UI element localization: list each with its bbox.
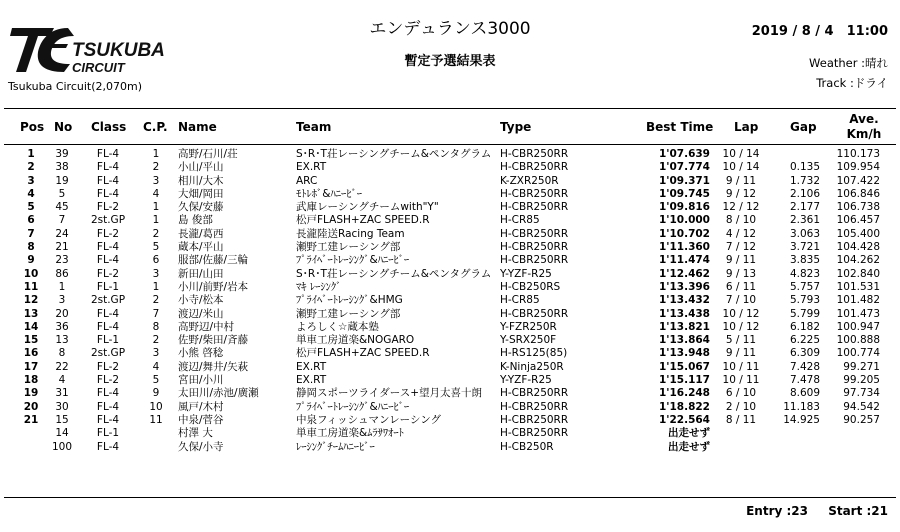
cell-lap: 10 / 12: [722, 320, 760, 333]
table-row: [0, 161, 900, 174]
cell-ave: 110.173: [836, 148, 880, 160]
cell-gap: 14.925: [783, 413, 820, 426]
cell-cp: 8: [152, 320, 160, 333]
cell-name: 高野/石川/荘: [178, 148, 238, 160]
cell-type: Y-SRX250F: [500, 334, 557, 347]
cell-cp: 9: [152, 387, 160, 400]
cell-team: S･R･T荘レーシングチーム&ペンタグラム: [296, 267, 492, 280]
table-row: [0, 441, 900, 454]
cell-team: 静岡スポーツライダース+望月太喜十朗: [296, 387, 483, 400]
cell-class: FL-2: [96, 360, 120, 373]
cell-team: ﾏｷ ﾚｰｼﾝｸﾞ: [296, 280, 342, 293]
cell-best: 1'07.774: [658, 161, 710, 174]
cell-class: FL-2: [96, 374, 120, 387]
cell-team: S･R･T荘レーシングチーム&ペンタグラム: [296, 148, 492, 160]
cell-lap: 10 / 14: [722, 148, 760, 160]
cell-team: 単車工房道楽&NOGARO: [296, 334, 415, 347]
table-row: [0, 188, 900, 201]
cell-type: H-CBR250RR: [500, 400, 569, 413]
cell-pos: 4: [27, 187, 35, 200]
cell-lap: 10 / 11: [722, 360, 760, 373]
cell-no: 7: [58, 214, 66, 227]
track-condition: Track :ドライ: [816, 76, 888, 90]
cell-team: 単車工房道楽&ﾑﾗｻﾜｵｰﾄ: [296, 427, 404, 440]
cell-name: 中泉/菅谷: [178, 413, 224, 426]
cell-ave: 99.271: [843, 360, 880, 373]
cell-no: 86: [55, 267, 69, 280]
cell-best: 1'11.474: [658, 254, 710, 267]
cell-class: FL-4: [96, 174, 120, 187]
cell-lap: 9 / 11: [725, 174, 757, 187]
cell-best: 1'16.248: [658, 387, 710, 400]
cell-team: 瀬野工建レーシング部: [296, 307, 401, 320]
cell-no: 8: [58, 347, 66, 360]
cell-ave: 100.774: [836, 347, 880, 360]
cell-cp: 5: [152, 241, 160, 254]
cell-name: 佐野/柴田/斉藤: [178, 334, 249, 347]
cell-cp: 1: [152, 214, 160, 227]
cell-ave: 104.262: [836, 254, 880, 267]
cell-type: Y-FZR250R: [500, 320, 557, 333]
cell-lap: 10 / 12: [722, 307, 760, 320]
start-count: Start :21: [828, 504, 888, 518]
cell-pos: 1: [27, 148, 35, 160]
cell-type: H-CR85: [500, 214, 540, 227]
cell-ave: 106.738: [836, 201, 880, 214]
cell-gap: 7.428: [789, 360, 820, 373]
cell-ave: 99.205: [843, 374, 880, 387]
cell-cp: 4: [152, 187, 160, 200]
cell-name: 相川/大木: [178, 174, 224, 187]
cell-team: 中泉フィッシュマンレーシング: [296, 413, 442, 426]
cell-team: ﾌﾟﾗｲﾍﾞｰﾄﾚｰｼﾝｸﾞ&ﾊﾆｰﾋﾞｰ: [296, 400, 410, 413]
cell-no: 22: [55, 360, 69, 373]
cell-cp: 2: [152, 227, 160, 240]
cell-name: 風戸/木村: [178, 400, 224, 413]
cell-gap: 11.183: [783, 400, 820, 413]
cell-type: H-CB250RS: [500, 280, 561, 293]
cell-gap: 4.823: [789, 267, 820, 280]
cell-name: 高野辺/中村: [178, 320, 235, 333]
cell-class: FL-2: [96, 201, 120, 214]
cell-no: 31: [55, 387, 69, 400]
results-subtitle: 暫定予選結果表: [404, 54, 496, 69]
cell-gap: 5.793: [789, 294, 820, 307]
table-row: [0, 214, 900, 227]
cell-cp: 4: [152, 360, 160, 373]
cell-lap: 4 / 12: [725, 227, 757, 240]
cell-pos: 5: [27, 201, 35, 214]
cell-lap: 10 / 11: [722, 374, 760, 387]
logo-text-tsukuba: TSUKUBA: [72, 40, 165, 61]
cell-cp: 1: [152, 148, 160, 160]
cell-lap: 7 / 10: [725, 294, 757, 307]
table-row: [0, 228, 900, 241]
cell-class: FL-4: [96, 307, 120, 320]
cell-ave: 90.257: [843, 413, 880, 426]
cell-name: 渡辺/米山: [178, 307, 224, 320]
cell-best: 1'13.821: [658, 320, 710, 333]
cell-gap: 1.732: [789, 174, 820, 187]
cell-ave: 100.888: [836, 334, 880, 347]
table-row: [0, 148, 900, 161]
cell-cp: 1: [152, 280, 160, 293]
col-header-ave-unit: Km/h: [846, 127, 882, 141]
header-rule-top: [4, 108, 896, 109]
cell-gap: 6.225: [789, 334, 820, 347]
cell-gap: 2.177: [789, 201, 820, 214]
cell-team: EX.RT: [296, 161, 327, 174]
cell-class: FL-2: [96, 267, 120, 280]
table-row: [0, 334, 900, 347]
col-header-name: Name: [178, 120, 217, 134]
cell-no: 1: [58, 280, 66, 293]
table-row: [0, 201, 900, 214]
cell-team: EX.RT: [296, 360, 327, 373]
table-row: [0, 387, 900, 400]
cell-best: 1'13.438: [658, 307, 710, 320]
cell-pos: 16: [23, 347, 39, 360]
cell-best: 1'09.816: [658, 201, 710, 214]
cell-best: 1'13.432: [658, 294, 710, 307]
cell-no: 5: [58, 187, 66, 200]
cell-ave: 109.954: [836, 161, 880, 174]
cell-best: 1'09.371: [658, 174, 710, 187]
cell-ave: 105.400: [836, 227, 880, 240]
cell-name: 太田川/赤池/廣瀬: [178, 387, 259, 400]
cell-team: ﾚｰｼﾝｸﾞﾁｰﾑﾊﾆｰﾋﾞｰ: [296, 440, 375, 453]
cell-name: 久保/安藤: [178, 201, 224, 214]
cell-name: 小熊 啓稔: [178, 347, 224, 360]
cell-ave: 106.457: [836, 214, 880, 227]
cell-cp: 3: [152, 267, 160, 280]
cell-gap: 0.135: [789, 161, 820, 174]
cell-team: 松戸FLASH+ZAC SPEED.R: [296, 214, 430, 227]
cell-type: H-CBR250RR: [500, 387, 569, 400]
cell-pos: 3: [27, 174, 35, 187]
cell-lap: 10 / 14: [722, 161, 760, 174]
event-title: エンデュランス3000: [369, 19, 531, 39]
cell-lap: 9 / 12: [725, 187, 757, 200]
col-header-lap: Lap: [734, 120, 759, 134]
table-row: [0, 427, 900, 440]
cell-pos: 21: [23, 413, 39, 426]
cell-name: 小寺/松本: [178, 294, 224, 307]
table-row: [0, 241, 900, 254]
cell-name: 新田/山田: [178, 267, 224, 280]
table-row: [0, 414, 900, 427]
col-header-team: Team: [296, 120, 332, 134]
weather-info: Weather :晴れ: [809, 56, 888, 70]
col-header-ave: [834, 112, 894, 142]
cell-type: H-CBR250RR: [500, 227, 569, 240]
cell-team: ﾌﾟﾗｲﾍﾞｰﾄﾚｰｼﾝｸﾞ&ﾊﾆｰﾋﾞｰ: [296, 254, 410, 267]
cell-type: H-RS125(85): [500, 347, 568, 360]
cell-no: 14: [55, 427, 69, 440]
cell-lap: 9 / 11: [725, 254, 757, 267]
cell-name: 長瀧/葛西: [178, 227, 224, 240]
cell-pos: 11: [23, 280, 39, 293]
cell-gap: 5.799: [789, 307, 820, 320]
cell-lap: 8 / 11: [725, 413, 757, 426]
cell-name: 宮田/小川: [178, 374, 224, 387]
cell-type: H-CBR250RR: [500, 413, 569, 426]
cell-cp: 1: [152, 201, 160, 214]
cell-type: K-Ninja250R: [500, 360, 564, 373]
cell-gap: 6.182: [789, 320, 820, 333]
cell-ave: 100.947: [836, 320, 880, 333]
logo-text-circuit: CIRCUIT: [72, 60, 125, 75]
cell-class: FL-4: [96, 161, 120, 174]
cell-no: 3: [58, 294, 66, 307]
cell-gap: 6.309: [789, 347, 820, 360]
cell-no: 38: [55, 161, 69, 174]
cell-pos: 17: [23, 360, 39, 373]
cell-team: 武庫レーシングチームwith"Y": [296, 201, 439, 214]
cell-cp: 2: [152, 334, 160, 347]
cell-ave: 106.846: [836, 187, 880, 200]
cell-cp: 11: [149, 413, 163, 426]
cell-no: 45: [55, 201, 69, 214]
cell-gap: 3.063: [789, 227, 820, 240]
cell-lap: 2 / 10: [725, 400, 757, 413]
cell-ave: 101.531: [836, 280, 880, 293]
cell-cp: 10: [149, 400, 163, 413]
cell-type: H-CBR250RR: [500, 307, 569, 320]
cell-cp: 2: [152, 294, 160, 307]
cell-gap: 2.361: [789, 214, 820, 227]
cell-lap: 6 / 10: [725, 387, 757, 400]
cell-name: 小山/平山: [178, 161, 224, 174]
cell-ave: 101.473: [836, 307, 880, 320]
results-table: [0, 148, 900, 454]
cell-gap: 5.757: [789, 280, 820, 293]
cell-class: FL-4: [96, 254, 120, 267]
cell-team: EX.RT: [296, 374, 327, 387]
cell-pos: 2: [27, 161, 35, 174]
cell-team: 瀬野工建レーシング部: [296, 241, 401, 254]
cell-class: FL-4: [96, 413, 120, 426]
cell-no: 23: [55, 254, 69, 267]
cell-type: H-CBR250RR: [500, 427, 569, 440]
cell-best: 1'22.564: [658, 413, 710, 426]
cell-best: 出走せず: [668, 427, 710, 440]
cell-class: FL-4: [96, 320, 120, 333]
cell-class: FL-4: [96, 387, 120, 400]
col-header-gap: Gap: [790, 120, 817, 134]
entry-count: Entry :23: [746, 504, 808, 518]
cell-gap: 7.478: [789, 374, 820, 387]
cell-type: H-CBR250RR: [500, 161, 569, 174]
table-row: [0, 254, 900, 267]
cell-ave: 101.482: [836, 294, 880, 307]
cell-best: 1'13.396: [658, 280, 710, 293]
cell-type: H-CR85: [500, 294, 540, 307]
cell-team: よろしく☆蔵本塾: [296, 320, 379, 333]
col-header-no: No: [54, 120, 73, 134]
table-row: [0, 308, 900, 321]
cell-name: 小川/前野/岩本: [178, 280, 249, 293]
cell-class: FL-4: [96, 148, 120, 160]
cell-pos: 9: [27, 254, 35, 267]
cell-class: FL-4: [96, 241, 120, 254]
cell-name: 村澤 大: [178, 427, 213, 440]
cell-name: 島 俊部: [178, 214, 213, 227]
cell-no: 20: [55, 307, 69, 320]
cell-pos: 12: [23, 294, 39, 307]
cell-class: FL-1: [96, 280, 120, 293]
cell-best: 1'18.822: [658, 400, 710, 413]
col-header-pos: Pos: [20, 120, 45, 134]
cell-gap: 3.721: [789, 241, 820, 254]
table-row: [0, 361, 900, 374]
cell-ave: 97.734: [843, 387, 880, 400]
cell-cp: 3: [152, 347, 160, 360]
cell-ave: 102.840: [836, 267, 880, 280]
col-header-best: Best Time: [646, 120, 714, 134]
cell-type: H-CB250R: [500, 440, 554, 453]
table-row: [0, 347, 900, 360]
cell-cp: 6: [152, 254, 160, 267]
cell-name: 服部/佐藤/三輪: [178, 254, 249, 267]
cell-team: 長瀧陸送Racing Team: [296, 227, 405, 240]
cell-pos: 7: [27, 227, 35, 240]
table-row: [0, 374, 900, 387]
cell-type: H-CBR250RR: [500, 201, 569, 214]
table-row: [0, 175, 900, 188]
cell-best: 1'09.745: [658, 187, 710, 200]
cell-best: 1'13.948: [658, 347, 710, 360]
cell-type: H-CBR250RR: [500, 254, 569, 267]
cell-lap: 5 / 11: [725, 334, 757, 347]
cell-type: H-CBR250RR: [500, 187, 569, 200]
cell-class: FL-4: [96, 440, 120, 453]
cell-best: 1'15.117: [658, 374, 710, 387]
cell-gap: 8.609: [789, 387, 820, 400]
cell-class: FL-1: [96, 334, 120, 347]
cell-class: FL-2: [96, 227, 120, 240]
cell-no: 13: [55, 334, 69, 347]
cell-pos: 8: [27, 241, 35, 254]
cell-best: 1'12.462: [658, 267, 710, 280]
cell-no: 30: [55, 400, 69, 413]
event-datetime: 2019 / 8 / 4 11:00: [751, 24, 888, 39]
table-row: [0, 268, 900, 281]
cell-name: 蔵本/平山: [178, 241, 224, 254]
cell-best: 1'10.702: [658, 227, 710, 240]
cell-pos: 15: [23, 334, 39, 347]
cell-type: H-CBR250RR: [500, 241, 569, 254]
cell-no: 100: [51, 440, 73, 453]
cell-type: K-ZXR250R: [500, 174, 559, 187]
cell-cp: 2: [152, 161, 160, 174]
cell-pos: 6: [27, 214, 35, 227]
cell-ave: 107.422: [836, 174, 880, 187]
cell-pos: 18: [23, 374, 39, 387]
table-row: [0, 401, 900, 414]
cell-no: 39: [55, 148, 69, 160]
cell-best: 1'13.864: [658, 334, 710, 347]
cell-type: Y-YZF-R25: [500, 374, 552, 387]
cell-pos: 20: [23, 400, 39, 413]
cell-ave: 94.542: [843, 400, 880, 413]
col-header-cp: C.P.: [143, 120, 168, 134]
cell-name: 渡辺/舞井/矢萩: [178, 360, 249, 373]
col-header-class: Class: [91, 120, 127, 134]
cell-lap: 6 / 11: [725, 280, 757, 293]
cell-team: ﾌﾟﾗｲﾍﾞｰﾄﾚｰｼﾝｸﾞ&HMG: [296, 294, 403, 307]
cell-no: 36: [55, 320, 69, 333]
cell-cp: 7: [152, 307, 160, 320]
cell-best: 1'15.067: [658, 360, 710, 373]
cell-name: 大畑/岡田: [178, 187, 224, 200]
cell-pos: 13: [23, 307, 39, 320]
cell-team: ﾓﾄﾚﾎﾞ&ﾊﾆｰﾋﾞｰ: [296, 187, 362, 200]
cell-type: H-CBR250RR: [500, 148, 569, 160]
cell-best: 1'10.000: [658, 214, 710, 227]
cell-ave: 104.428: [836, 241, 880, 254]
cell-gap: 2.106: [789, 187, 820, 200]
cell-lap: 8 / 10: [725, 214, 757, 227]
cell-cp: 3: [152, 174, 160, 187]
cell-lap: 12 / 12: [722, 201, 760, 214]
cell-class: 2st.GP: [90, 294, 126, 307]
col-header-ave-label: Ave.: [849, 112, 879, 126]
entry-summary: [730, 504, 888, 518]
cell-lap: 9 / 13: [725, 267, 757, 280]
cell-no: 15: [55, 413, 69, 426]
cell-name: 久保/小寺: [178, 440, 224, 453]
cell-class: 2st.GP: [90, 347, 126, 360]
cell-no: 19: [55, 174, 69, 187]
table-row: [0, 321, 900, 334]
cell-type: Y-YZF-R25: [500, 267, 552, 280]
cell-best: 1'07.639: [658, 148, 710, 160]
cell-cp: 5: [152, 374, 160, 387]
cell-team: 松戸FLASH+ZAC SPEED.R: [296, 347, 430, 360]
cell-class: FL-1: [96, 427, 120, 440]
cell-no: 21: [55, 241, 69, 254]
cell-lap: 9 / 11: [725, 347, 757, 360]
cell-pos: 14: [23, 320, 39, 333]
table-row: [0, 294, 900, 307]
cell-pos: 10: [23, 267, 39, 280]
header-rule-bottom: [4, 144, 896, 145]
cell-best: 1'11.360: [658, 241, 710, 254]
cell-no: 24: [55, 227, 69, 240]
col-header-type: Type: [500, 120, 532, 134]
cell-no: 4: [58, 374, 66, 387]
cell-pos: 19: [23, 387, 39, 400]
circuit-name: Tsukuba Circuit(2,070m): [8, 80, 143, 93]
cell-class: FL-4: [96, 187, 120, 200]
cell-gap: 3.835: [789, 254, 820, 267]
cell-best: 出走せず: [668, 440, 710, 453]
cell-class: 2st.GP: [90, 214, 126, 227]
cell-lap: 7 / 12: [725, 241, 757, 254]
table-row: [0, 281, 900, 294]
cell-class: FL-4: [96, 400, 120, 413]
cell-team: ARC: [296, 174, 318, 187]
footer-rule: [4, 497, 896, 498]
